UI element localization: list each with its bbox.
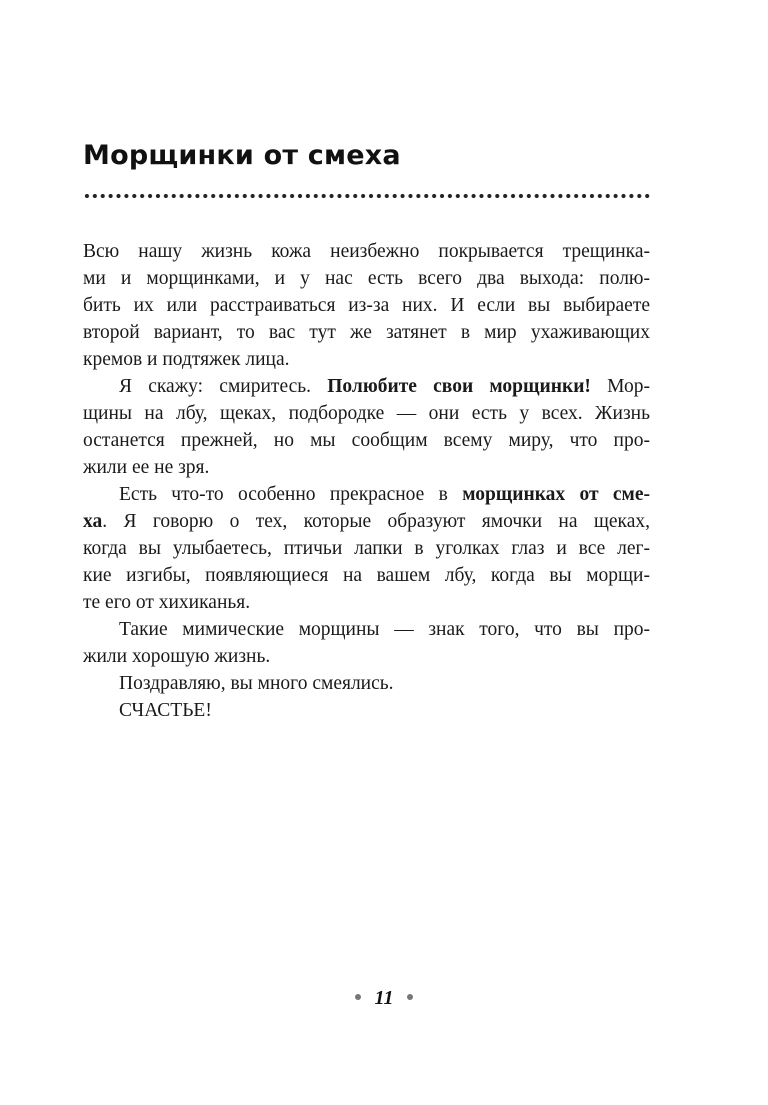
text-line: СЧАСТЬЕ! [119, 700, 212, 721]
text-run: . Я говорю о тех, которые образуют ямочки на щеках, [102, 511, 650, 532]
text-line: бить их или расстраиваться из-за них. И если вы выбираете [83, 295, 650, 316]
page-title: Морщинки от смеха [83, 140, 401, 171]
text-line: останется прежней, но мы сообщим всему миру, что про- [83, 430, 650, 451]
text-line: те его от хихиканья. [83, 592, 251, 613]
bold-phrase: Полюбите свои морщинки! [327, 376, 591, 397]
bold-phrase: ха [83, 511, 103, 532]
page-footer [0, 985, 768, 1011]
text-run: Мор- [590, 376, 650, 397]
text-line: Такие мимические морщины — знак того, что вы про- [119, 619, 650, 640]
text-line: жили хорошую жизнь. [83, 646, 271, 667]
bold-phrase: морщинках от сме- [462, 484, 650, 505]
text-line: кие изгибы, появляющиеся на вашем лбу, когда вы морщи- [83, 565, 650, 586]
text-line: второй вариант, то вас тут же затянет в мир ухаживающих [83, 322, 650, 343]
text-line [83, 373, 650, 400]
text-line [83, 481, 650, 508]
text-line [83, 508, 650, 535]
text-line: кремов и подтяжек лица. [83, 349, 290, 370]
bullet-dot-icon [355, 994, 361, 1000]
text-line: щины на лбу, щеках, подбородке — они есть у всех. Жизнь [83, 403, 650, 424]
dotted-divider [83, 193, 650, 199]
text-line: когда вы улыбаетесь, птичьи лапки в уголках глаз и все лег- [83, 538, 650, 559]
bullet-dot-icon [407, 994, 413, 1000]
page-number: 11 [374, 987, 394, 1009]
text-line: Всю нашу жизнь кожа неизбежно покрывается трещинка- [83, 241, 650, 262]
text-run: Есть что-то особенно прекрасное в [119, 484, 463, 505]
body-text [83, 238, 650, 724]
text-line: ми и морщинками, и у нас есть всего два выхода: полю- [83, 268, 650, 289]
text-run: Я скажу: смиритесь. [119, 376, 328, 397]
text-line: жили ее не зря. [83, 457, 210, 478]
text-line: Поздравляю, вы много смеялись. [119, 673, 394, 694]
